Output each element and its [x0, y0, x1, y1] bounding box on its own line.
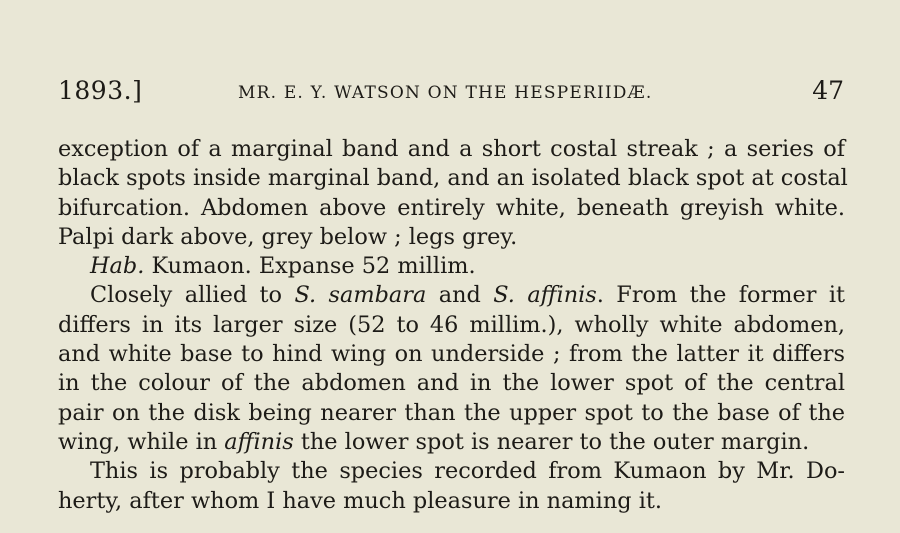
text-line: Palpi dark above, grey below ; legs grey.	[58, 223, 518, 250]
text-line: differs in its larger size (52 to 46 millim.), wholly white abdomen,	[58, 311, 845, 338]
body-text	[58, 135, 848, 516]
text-line: black spots inside marginal band, and an isolated black spot at costal	[58, 165, 848, 192]
text-line: Closely allied to S. sambara and S. affinis. From the former it	[90, 282, 845, 309]
text-line: bifurcation. Abdomen above entirely white, beneath greyish white.	[58, 194, 845, 221]
text-line: wing, while in affinis the lower spot is nearer to the outer margin.	[58, 428, 810, 455]
text-line: in the colour of the abdomen and in the lower spot of the central	[58, 370, 845, 397]
habitat-line: Hab. Kumaon. Expanse 52 millim.	[90, 253, 476, 280]
page-number: 47	[812, 76, 844, 105]
text-line: and white base to hind wing on underside ; from the latter it differs	[58, 341, 845, 368]
article-title-header: MR. E. Y. WATSON ON THE HESPERIIDÆ.	[238, 83, 653, 103]
text-line: pair on the disk being nearer than the upper spot to the base of the	[58, 399, 845, 426]
running-head	[58, 76, 844, 112]
habitat-label: Hab.	[90, 253, 145, 280]
text-line: herty, after whom I have much pleasure in naming it.	[58, 487, 662, 514]
species-name: S. sambara	[294, 282, 427, 309]
text-line: exception of a marginal band and a short costal streak ; a series of	[58, 136, 845, 162]
text-line: This is probably the species recorded from Kumaon by Mr. Do-	[90, 458, 845, 485]
species-name: affinis	[224, 428, 294, 455]
year-header: 1893.]	[58, 76, 143, 105]
species-name: S. affinis	[493, 282, 597, 309]
